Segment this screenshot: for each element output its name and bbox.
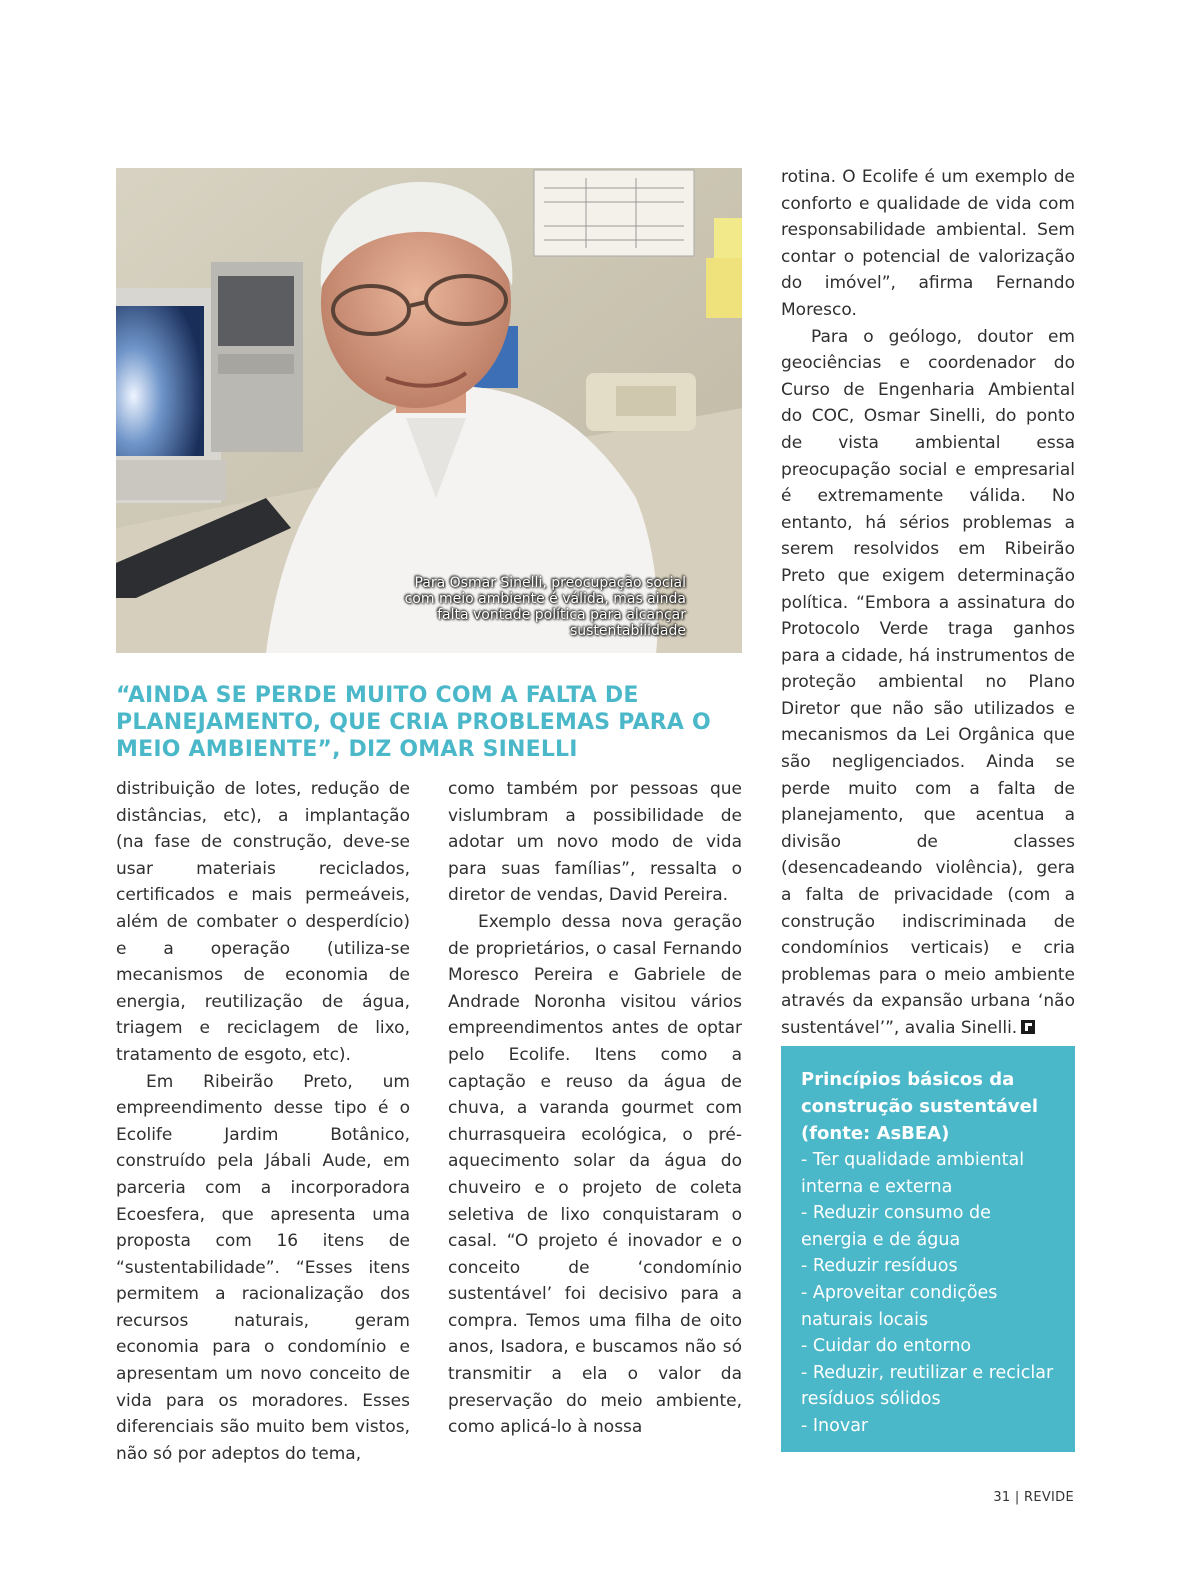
list-item: - Reduzir consumo de energia e de água	[801, 1203, 991, 1250]
photo-caption: Para Osmar Sinelli, preocupação social com meio ambiente é válida, mas ainda falta vontade política para alcançar sustentabilidade	[404, 575, 686, 639]
article-column-2	[448, 776, 742, 1441]
list-item: - Aproveitar condições naturais locais	[801, 1282, 998, 1330]
pull-quote: “AINDA SE PERDE MUITO COM A FALTA DE PLANEJAMENTO, QUE CRIA PROBLEMAS PARA O MEIO AMBIENTE”, DIZ OMAR SINELLI	[116, 683, 711, 762]
paragraph-with-endmark	[781, 324, 1075, 1042]
article-column-1	[116, 776, 410, 1467]
list-item: - Reduzir resíduos	[801, 1256, 958, 1277]
end-of-article-icon	[1021, 1020, 1035, 1034]
paragraph: rotina. O Ecolife é um exemplo de conforto e qualidade de vida com responsabilidade ambiental. Sem contar o potencial de valorização do imóvel”, afirma Fernando Moresco.	[781, 167, 1075, 320]
paragraph: como também por pessoas que vislumbram a possibilidade de adotar um novo modo de vida para suas famílias”, ressalta o diretor de vendas, David Pereira.	[448, 779, 742, 906]
list-item: - Inovar	[801, 1415, 869, 1436]
paragraph: Em Ribeirão Preto, um empreendimento desse tipo é o Ecolife Jardim Botânico, construído pela Jábali Aude, em parceria com a incorporadora Ecoesfera, que apresenta uma proposta com 16 itens de “sustentabilidade”. “Esses itens permitem a racionalização dos recursos naturais, geram economia para o condomínio e apresentam um novo conceito de vida para os moradores. Esses diferenciais são muito bem vistos, não só por adeptos do tema,	[116, 1071, 410, 1464]
paragraph: distribuição de lotes, redução de distâncias, etc), a implantação (na fase de construção, deve-se usar materiais reciclados, certificados e mais permeáveis, além de combater o desperdício) e a operação (utiliza-se mecanismos de economia de energia, reutilização de água, triagem e reciclagem de lixo, tratamento de esgoto, etc).	[116, 779, 410, 1065]
list-item: - Reduzir, reutilizar e reciclar resíduos sólidos	[801, 1362, 1054, 1410]
paragraph: Para o geólogo, doutor em geociências e coordenador do Curso de Engenharia Ambiental do COC, Osmar Sinelli, do ponto de vista ambiental essa preocupação social e empresarial é extremamente válida. No entanto, há sérios problemas a serem resolvidos em Ribeirão Preto que exigem determinação política. “Embora a assinatura do Protocolo Verde traga ganhos para a cidade, há instrumentos de proteção ambiental no Plano Diretor que não são utilizados e mecanismos da Lei Orgânica que são negligenciados. Ainda se perde muito com a falta de planejamento, que acentua a divisão de classes (desencadeando violência), gera a falta de privacidade (com a construção indiscriminada de condomínios verticais) e cria problemas para o meio ambiente através da expansão urbana ‘não sustentável’”, avalia Sinelli.	[781, 326, 1075, 1038]
list-item: - Ter qualidade ambiental interna e externa	[801, 1150, 1025, 1197]
sidebar-box	[781, 1046, 1075, 1452]
sidebar-title: Princípios básicos da construção sustentável (fonte: AsBEA)	[801, 1069, 1039, 1144]
article-photo	[116, 168, 742, 653]
page-footer: 31 | REVIDE	[993, 1490, 1074, 1505]
paragraph: Exemplo dessa nova geração de proprietários, o casal Fernando Moresco Pereira e Gabriele de Andrade Noronha visitou vários empreendimentos antes de optar pelo Ecolife. Itens como a captação e reuso da água de chuva, a varanda gourmet com churrasqueira ecológica, o pré-aquecimento solar da água do chuveiro e o projeto de coleta seletiva de lixo conquistaram o casal. “O projeto é inovador e o conceito de ‘condomínio sustentável’ foi decisivo para a compra. Temos uma filha de oito anos, Isadora, e buscamos não só transmitir a ela o valor da preservação do meio ambiente, como aplicá-lo à nossa	[448, 911, 742, 1438]
list-item: - Cuidar do entorno	[801, 1336, 972, 1357]
article-column-3	[781, 164, 1075, 1042]
sidebar-list	[801, 1147, 1055, 1440]
